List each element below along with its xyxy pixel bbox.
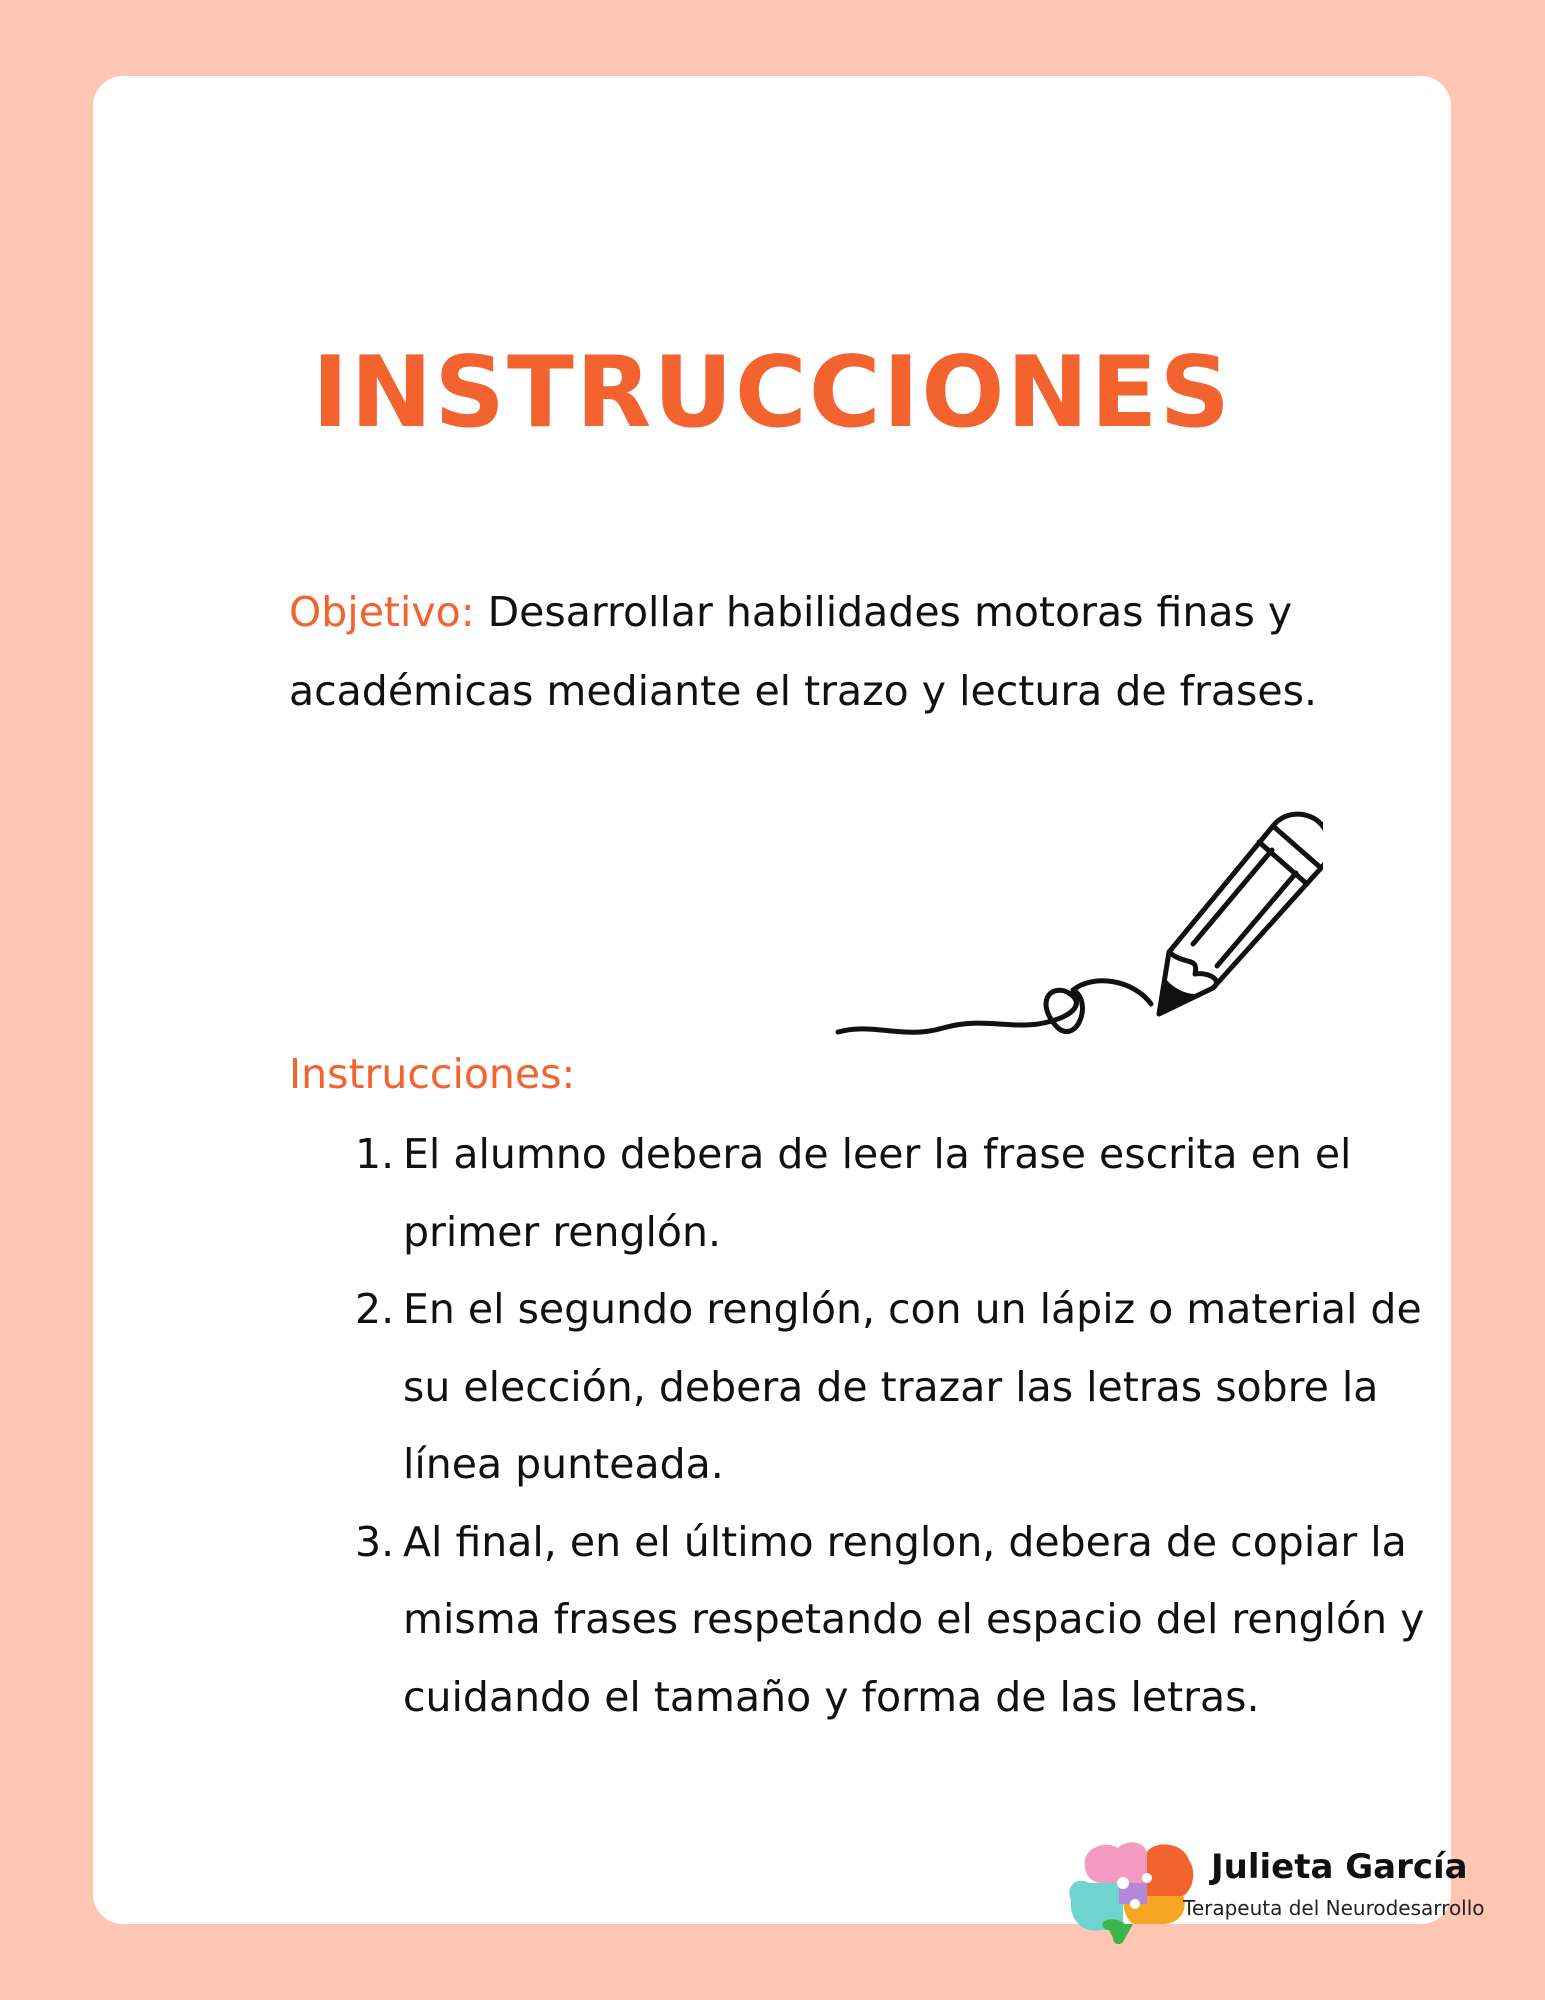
list-item — [355, 1504, 1465, 1737]
step-text: Al final, en el último renglon, debera de copiar la misma frases respetando el espacio del renglón y cuidando el tamaño y forma de las letras. — [403, 1517, 1425, 1721]
objective-text: Desarrollar habilidades motoras finas y académicas mediante el trazo y lectura de frases. — [289, 588, 1318, 715]
pencil-writing-icon — [833, 776, 1323, 1046]
step-text: En el segundo renglón, con un lápiz o material de su elección, debera de trazar las letras sobre la línea punteada. — [403, 1285, 1422, 1488]
puzzle-brain-icon — [1063, 1838, 1198, 1948]
list-item — [355, 1271, 1465, 1504]
page-title: INSTRUCCIONES — [311, 336, 1233, 450]
instructions-card — [93, 76, 1485, 1924]
step-text: El alumno debera de leer la frase escrita en el primer renglón. — [403, 1130, 1352, 1256]
step-number: 1. — [355, 1130, 395, 1178]
author-title: Terapeuta del Neurodesarrollo — [1183, 1896, 1485, 1920]
instructions-list — [355, 1116, 1465, 1736]
list-item — [355, 1116, 1465, 1271]
step-number: 3. — [355, 1517, 395, 1566]
objective-paragraph — [289, 573, 1469, 731]
author-logo — [1063, 1838, 1503, 1948]
objective-label: Objetivo: — [289, 588, 475, 636]
author-name: Julieta García — [1211, 1847, 1468, 1887]
instructions-label: Instrucciones: — [289, 1050, 576, 1098]
step-number: 2. — [355, 1285, 395, 1333]
